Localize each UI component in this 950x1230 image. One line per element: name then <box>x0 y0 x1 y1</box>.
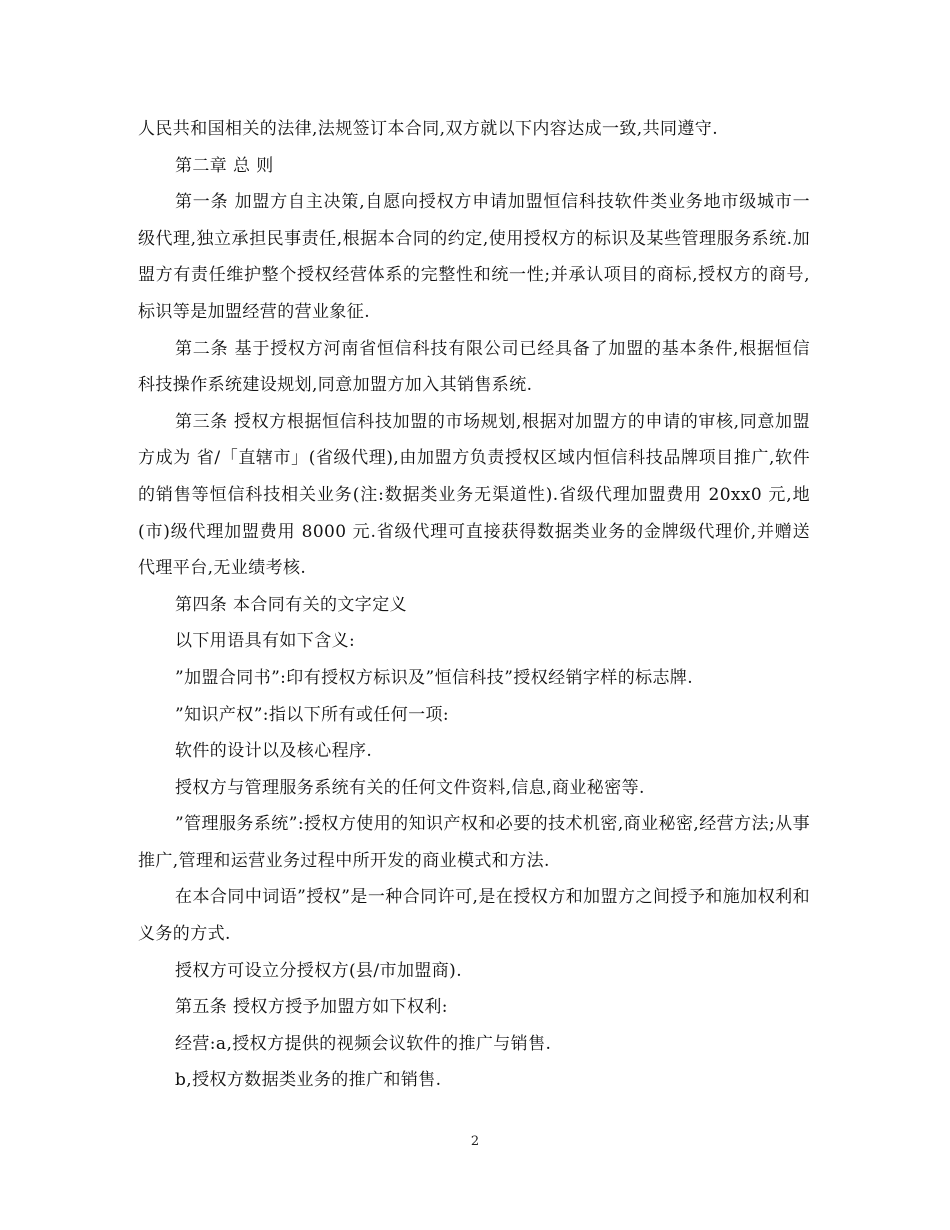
paragraph: 经营:a,授权方提供的视频会议软件的推广与销售. <box>175 1033 552 1054</box>
paragraph: 软件的设计以及核心程序. <box>175 741 373 762</box>
chapter-heading: 第二章 总 则 <box>175 155 274 176</box>
paragraph: ”知识产权”:指以下所有或任何一项: <box>175 704 450 725</box>
paragraph: ”管理服务系统”:授权方使用的知识产权和必要的技术机密,商业秘密,经营方法;从事推广,管理和运营业务过程中所开发的商业模式和方法. <box>138 814 810 871</box>
paragraph: 人民共和国相关的法律,法规签订本合同,双方就以下内容达成一致,共同遵守. <box>138 119 719 139</box>
paragraph: 第五条 授权方授予加盟方如下权利: <box>175 997 448 1018</box>
paragraph: 在本合同中词语”授权”是一种合同许可,是在授权方和加盟方之间授予和施加权利和义务的方式. <box>138 887 810 945</box>
paragraph: b,授权方数据类业务的推广和销售. <box>175 1070 442 1091</box>
paragraph: 第一条 加盟方自主决策,自愿向授权方申请加盟恒信科技软件类业务地市级城市一级代理,独立承担民事责任,根据本合同的约定,使用授权方的标识及某些管理服务系统.加盟方有责任维护整个授权经营体系的完整性和统一性;并承认项目的商标,授权方的商号,标识等是加盟经营的营业象征. <box>138 192 810 322</box>
paragraph: 授权方可设立分授权方(县/市加盟商). <box>175 960 462 981</box>
paragraph: 以下用语具有如下含义: <box>175 631 356 652</box>
paragraph: 第三条 授权方根据恒信科技加盟的市场规划,根据对加盟方的申请的审核,同意加盟方成为 省/「直辖市」(省级代理),由加盟方负责授权区域内恒信科技品牌项目推广,软件的销售等恒信科技相关业务(注:数据类业务无渠道性).省级代理加盟费用 20xx0 元,地(市)级代理加盟费用 8000 元.省级代理可直接获得数据类业务的金牌级代理价,并赠送代理平台,无业绩考核. <box>138 411 810 579</box>
page-number: 2 <box>470 1134 480 1149</box>
document-body <box>138 111 810 1099</box>
paragraph: 第四条 本合同有关的文字定义 <box>175 594 408 615</box>
paragraph: 第二条 基于授权方河南省恒信科技有限公司已经具备了加盟的基本条件,根据恒信科技操作系统建设规划,同意加盟方加入其销售系统. <box>138 338 810 396</box>
paragraph: 授权方与管理服务系统有关的任何文件资料,信息,商业秘密等. <box>175 777 645 798</box>
paragraph: ”加盟合同书”:印有授权方标识及”恒信科技”授权经销字样的标志牌. <box>175 667 694 688</box>
